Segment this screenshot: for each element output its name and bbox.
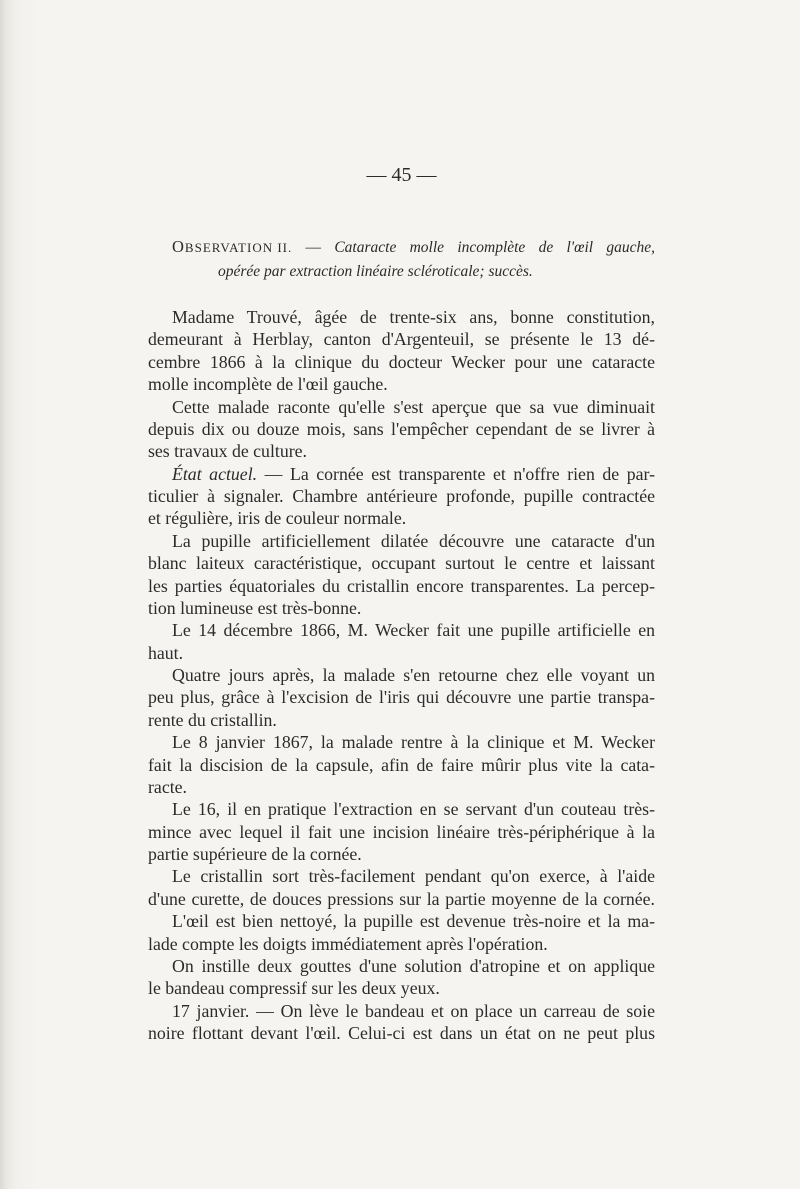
paragraph bbox=[148, 955, 655, 1000]
text-line: On instille deux gouttes d'une solution d'atropine et on applique bbox=[172, 955, 655, 976]
text-line: blanc laiteux caractéristique, occupant surtout le centre et laissant bbox=[148, 553, 655, 574]
paragraph bbox=[148, 664, 655, 731]
text-line: peu plus, grâce à l'excision de l'iris qui découvre une partie transpa- bbox=[148, 687, 655, 708]
text-line: ticulier à signaler. Chambre antérieure profonde, pupille contractée bbox=[148, 486, 655, 506]
text-line: tion lumineuse est très-bonne. bbox=[148, 597, 362, 618]
heading-title-line bbox=[148, 234, 655, 259]
text-line: ses travaux de culture. bbox=[148, 441, 307, 462]
text-line: fait la discision de la capsule, afin de faire mûrir plus vite la cata- bbox=[148, 754, 655, 775]
paragraph bbox=[148, 798, 655, 865]
text-line: demeurant à Herblay, canton d'Argenteuil, se présente le 13 dé- bbox=[148, 329, 655, 350]
text-line: L'œil est bien nettoyé, la pupille est devenue très-noire et la ma- bbox=[172, 911, 655, 932]
text-line: racte. bbox=[148, 776, 187, 797]
text-line: d'une curette, de douces pressions sur la partie moyenne de la cornée. bbox=[148, 888, 655, 909]
text-line: 17 janvier. — On lève le bandeau et on place un carreau de soie bbox=[172, 1000, 655, 1021]
text-line: haut. bbox=[148, 642, 184, 663]
text-line: Le 8 janvier 1867, la malade rentre à la clinique et M. Wecker bbox=[172, 732, 655, 753]
text-line: partie supérieure de la cornée. bbox=[148, 844, 362, 864]
text-line: mince avec lequel il fait une incision linéaire très-périphérique à la bbox=[148, 821, 655, 842]
text-line-rest: — La cornée est transparente et n'offre rien de par- bbox=[264, 463, 655, 484]
page-number: — 45 — bbox=[366, 164, 437, 186]
heading-label: OBSERVATION II. bbox=[172, 237, 293, 256]
text-line: depuis dix ou douze mois, sans l'empêcher cependant de se livrer à bbox=[148, 418, 655, 439]
paragraph bbox=[148, 865, 655, 910]
paragraph bbox=[148, 463, 655, 530]
text-line: Quatre jours après, la malade s'en retourne chez elle voyant un bbox=[172, 665, 655, 685]
observation-heading bbox=[148, 234, 655, 284]
text-line: noire flottant devant l'œil. Celui-ci est dans un état on ne peut plus bbox=[148, 1023, 655, 1043]
paragraph bbox=[148, 619, 655, 664]
text-line: Madame Trouvé, âgée de trente-six ans, bonne constitution, bbox=[172, 307, 655, 327]
body-text bbox=[148, 306, 655, 1044]
paragraph bbox=[148, 396, 655, 463]
text-line: et régulière, iris de couleur normale. bbox=[148, 508, 407, 529]
heading-separator: — bbox=[305, 239, 322, 256]
paragraph bbox=[148, 1000, 655, 1045]
paragraph bbox=[148, 731, 655, 798]
paragraph bbox=[148, 530, 655, 620]
paragraph bbox=[148, 910, 655, 955]
text-line: Cette malade raconte qu'elle s'est aperçue que sa vue diminuait bbox=[172, 396, 655, 417]
paragraph bbox=[148, 306, 655, 396]
heading-title-line: opérée par extraction linéaire scléroticale; succès. bbox=[218, 263, 533, 280]
text-line: cembre 1866 à la clinique du docteur Wecker pour une cataracte bbox=[148, 351, 655, 372]
text-line: Le 14 décembre 1866, M. Wecker fait une pupille artificielle en bbox=[172, 620, 655, 641]
text-line: le bandeau compressif sur les deux yeux. bbox=[148, 978, 440, 999]
text-line: Le cristallin sort très-facilement pendant qu'on exerce, à l'aide bbox=[172, 866, 655, 887]
paragraph-lead: État actuel. bbox=[172, 463, 258, 484]
text-line: La pupille artificiellement dilatée découvre une cataracte d'un bbox=[172, 530, 655, 551]
text-line bbox=[148, 463, 655, 485]
text-line: Le 16, il en pratique l'extraction en se servant d'un couteau très- bbox=[172, 799, 655, 820]
text-line: les parties équatoriales du cristallin encore transparentes. La percep- bbox=[148, 575, 655, 596]
text-line: molle incomplète de l'œil gauche. bbox=[148, 374, 388, 395]
text-line: lade compte les doigts immédiatement après l'opération. bbox=[148, 933, 548, 954]
text-line: rente du cristallin. bbox=[148, 709, 277, 730]
heading-title-text: Cataracte molle incomplète de l'œil gauche, bbox=[334, 239, 655, 256]
